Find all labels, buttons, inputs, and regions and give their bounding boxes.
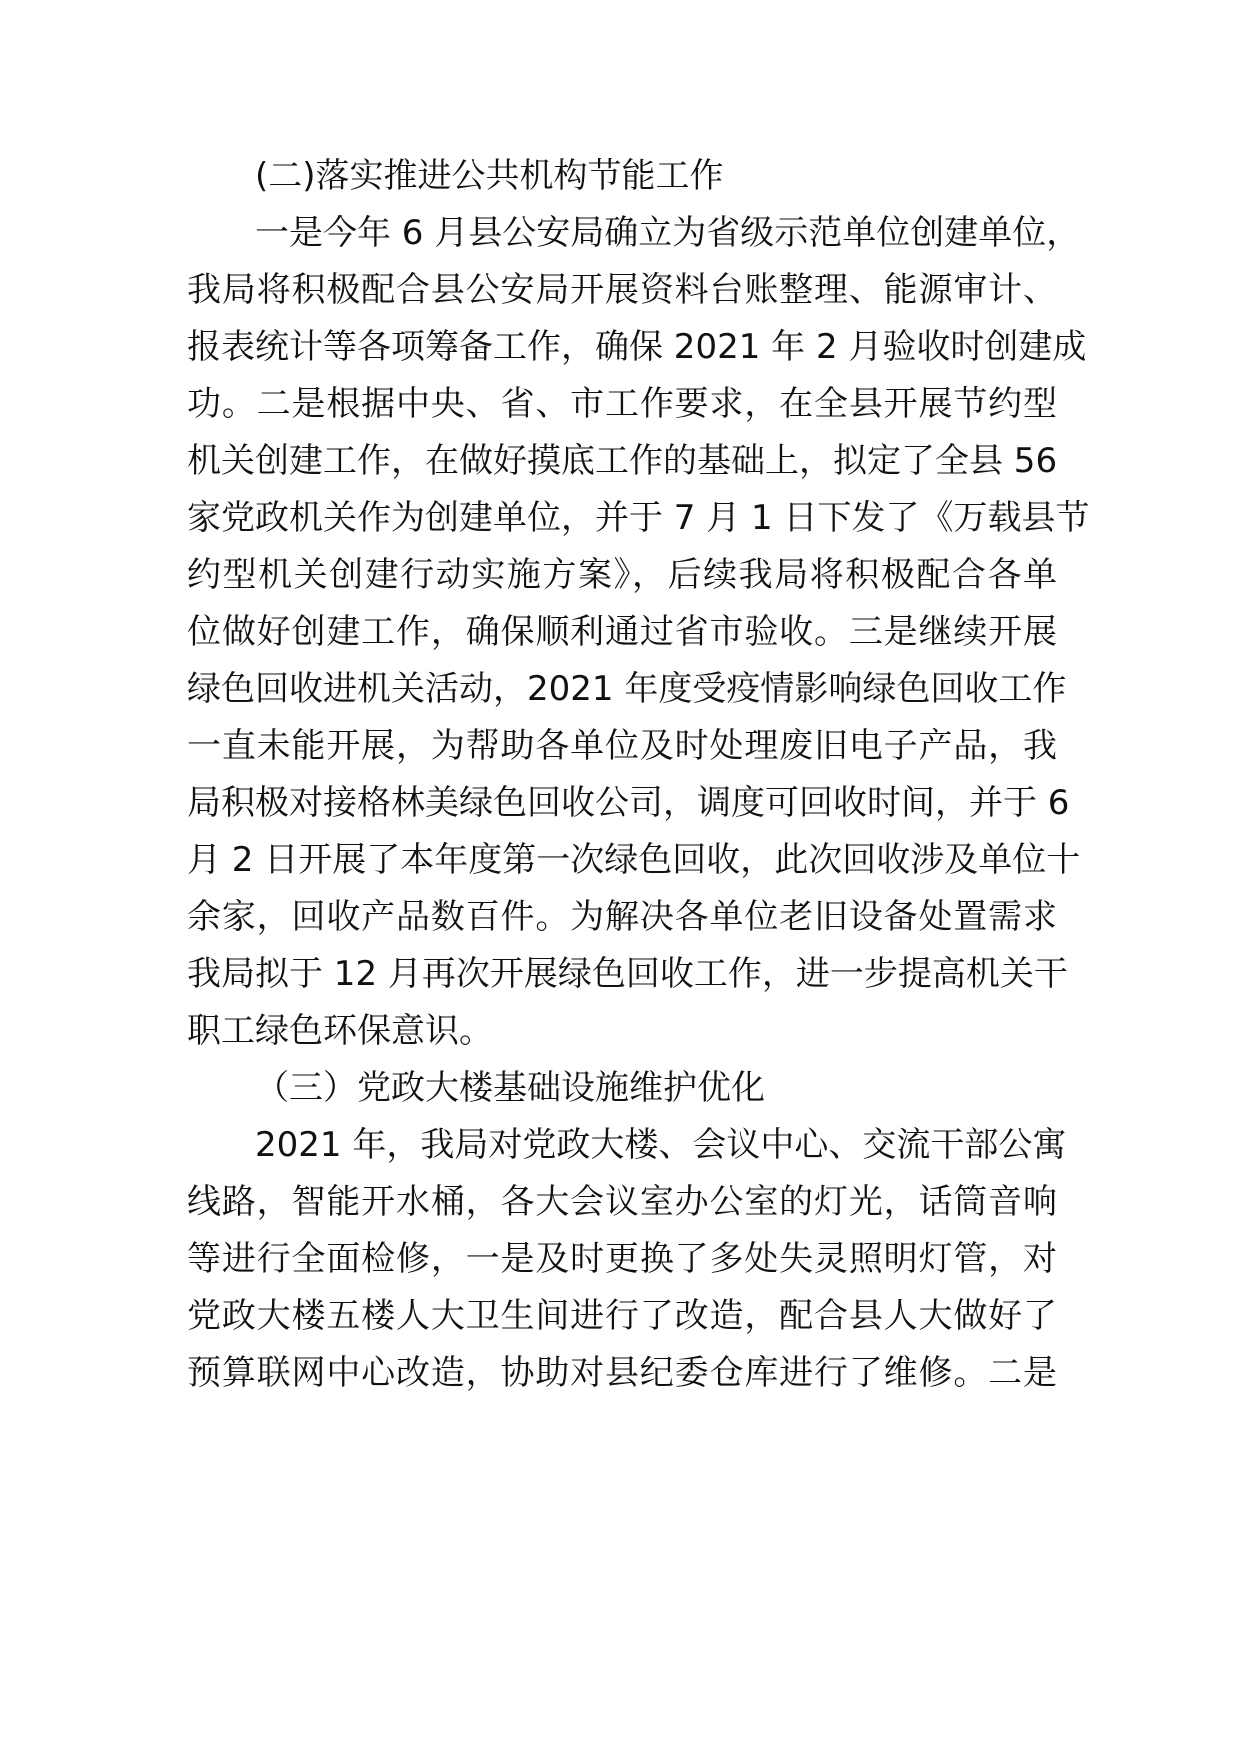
paragraph-line: 约型机关创建行动实施方案》，后续我局将积极配合各单 — [187, 555, 1057, 595]
paragraph-line: 局积极对接格林美绿色回收公司，调度可回收时间，并于 6 — [187, 783, 1070, 823]
paragraph-line: 线路，智能开水桶，各大会议室办公室的灯光，话筒音响 — [187, 1182, 1057, 1222]
paragraph-line: 预算联网中心改造，协助对县纪委仓库进行了维修。二是 — [187, 1353, 1057, 1393]
paragraph-line: 我局拟于 12 月再次开展绿色回收工作，进一步提高机关干 — [187, 954, 1068, 994]
paragraph-line: 一直未能开展，为帮助各单位及时处理废旧电子产品，我 — [187, 726, 1057, 766]
paragraph-line: 机关创建工作，在做好摸底工作的基础上，拟定了全县 56 — [187, 441, 1058, 481]
paragraph-line: 余家，回收产品数百件。为解决各单位老旧设备处置需求 — [187, 897, 1057, 937]
paragraph-line: 功。二是根据中央、省、市工作要求，在全县开展节约型 — [187, 384, 1057, 424]
paragraph-line: 一是今年 6 月县公安局确立为省级示范单位创建单位， — [255, 213, 1081, 253]
section-heading-2: (二)落实推进公共机构节能工作 — [255, 156, 724, 196]
paragraph-line: 2021 年，我局对党政大楼、会议中心、交流干部公寓 — [255, 1125, 1067, 1165]
paragraph-line: 党政大楼五楼人大卫生间进行了改造，配合县人大做好了 — [187, 1296, 1057, 1336]
paragraph-line: 家党政机关作为创建单位，并于 7 月 1 日下发了《万载县节 — [187, 498, 1090, 538]
paragraph-line: 绿色回收进机关活动，2021 年度受疫情影响绿色回收工作 — [187, 669, 1067, 709]
paragraph-line: 等进行全面检修，一是及时更换了多处失灵照明灯管，对 — [187, 1239, 1057, 1279]
paragraph-line: 我局将积极配合县公安局开展资料台账整理、能源审计、 — [187, 270, 1057, 310]
paragraph-line: 月 2 日开展了本年度第一次绿色回收，此次回收涉及单位十 — [187, 840, 1081, 880]
paragraph-line: 位做好创建工作，确保顺利通过省市验收。三是继续开展 — [187, 612, 1057, 652]
paragraph-line: 报表统计等各项筹备工作，确保 2021 年 2 月验收时创建成 — [187, 327, 1087, 367]
section-heading-3: （三）党政大楼基础设施维护优化 — [255, 1068, 765, 1108]
paragraph-line-last: 职工绿色环保意识。 — [187, 1011, 493, 1051]
